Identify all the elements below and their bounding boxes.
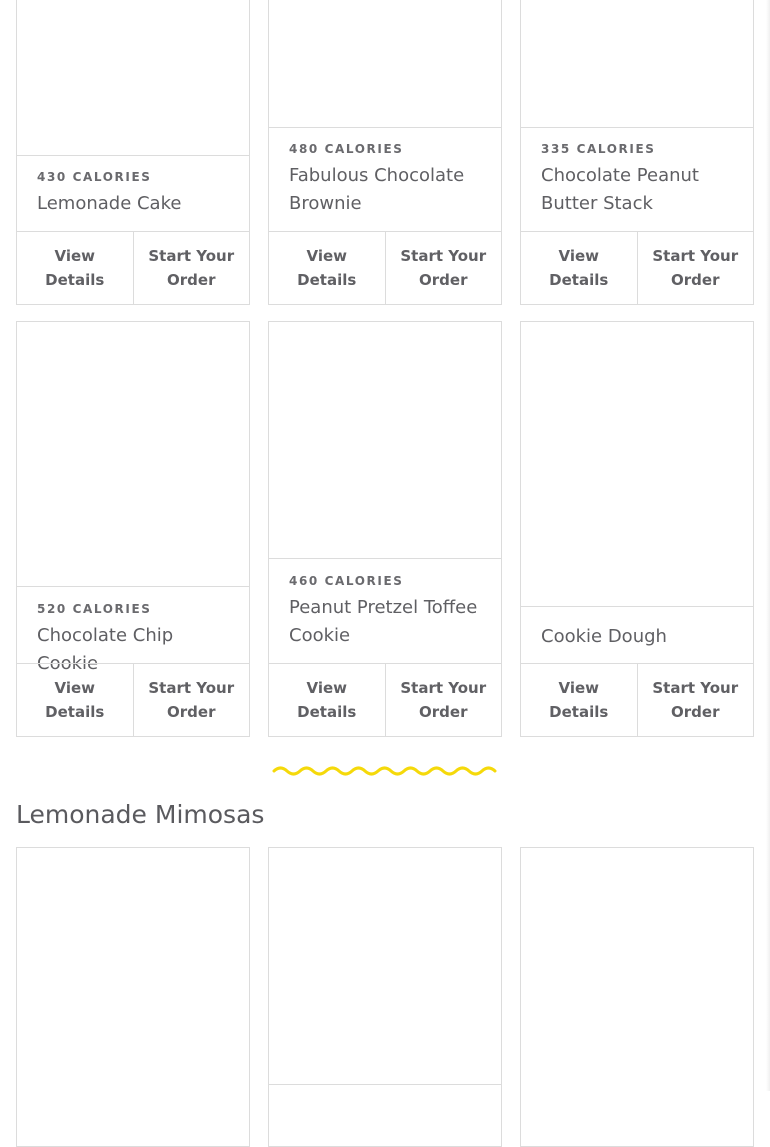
card-actions <box>521 663 753 736</box>
menu-card <box>268 847 502 1147</box>
view-details-button[interactable]: View Details <box>45 679 105 721</box>
scrollbar-track <box>766 0 770 1091</box>
product-image[interactable] <box>17 848 249 1108</box>
product-image[interactable] <box>269 0 501 128</box>
product-name[interactable]: Chocolate Chip Cookie <box>37 625 174 674</box>
calories-label: 430 CALORIES <box>37 170 152 184</box>
view-details-button[interactable]: View Details <box>549 247 609 289</box>
product-name[interactable]: Lemonade Cake <box>37 193 182 214</box>
product-name[interactable]: Peanut Pretzel Toffee Cookie <box>289 597 478 646</box>
menu-card <box>268 321 502 737</box>
view-details-button[interactable]: View Details <box>297 247 357 289</box>
start-order-button[interactable]: Start Your Order <box>637 664 754 736</box>
product-image[interactable] <box>521 848 753 1108</box>
product-name[interactable]: Cookie Dough <box>541 626 667 647</box>
card-actions <box>521 231 753 304</box>
view-details-button[interactable]: View Details <box>549 679 609 721</box>
start-order-button[interactable]: Start Your Order <box>133 232 250 304</box>
menu-card <box>16 847 250 1147</box>
menu-card <box>16 0 250 305</box>
product-image[interactable] <box>269 848 501 1085</box>
product-image[interactable] <box>521 0 753 128</box>
view-details-button[interactable]: View Details <box>45 247 105 289</box>
menu-card <box>520 0 754 305</box>
product-name[interactable]: Fabulous Chocolate Brownie <box>289 165 465 214</box>
start-order-button[interactable]: Start Your Order <box>385 664 502 736</box>
product-image[interactable] <box>521 322 753 607</box>
menu-card <box>16 321 250 737</box>
section-title: Lemonade Mimosas <box>16 800 265 829</box>
product-image[interactable] <box>17 322 249 587</box>
view-details-button[interactable]: View Details <box>297 679 357 721</box>
menu-card <box>520 847 754 1147</box>
menu-card <box>520 321 754 737</box>
card-actions <box>269 231 501 304</box>
calories-label: 460 CALORIES <box>289 574 404 588</box>
product-image[interactable] <box>269 322 501 559</box>
menu-card <box>268 0 502 305</box>
product-image[interactable] <box>17 0 249 156</box>
calories-label: 335 CALORIES <box>541 142 656 156</box>
squiggle-divider <box>272 763 500 783</box>
calories-label: 480 CALORIES <box>289 142 404 156</box>
product-name[interactable]: Chocolate Peanut Butter Stack <box>541 165 699 214</box>
start-order-button[interactable]: Start Your Order <box>385 232 502 304</box>
card-actions <box>269 663 501 736</box>
start-order-button[interactable]: Start Your Order <box>133 664 250 736</box>
card-actions <box>17 231 249 304</box>
start-order-button[interactable]: Start Your Order <box>637 232 754 304</box>
card-actions <box>17 663 249 736</box>
calories-label: 520 CALORIES <box>37 602 152 616</box>
